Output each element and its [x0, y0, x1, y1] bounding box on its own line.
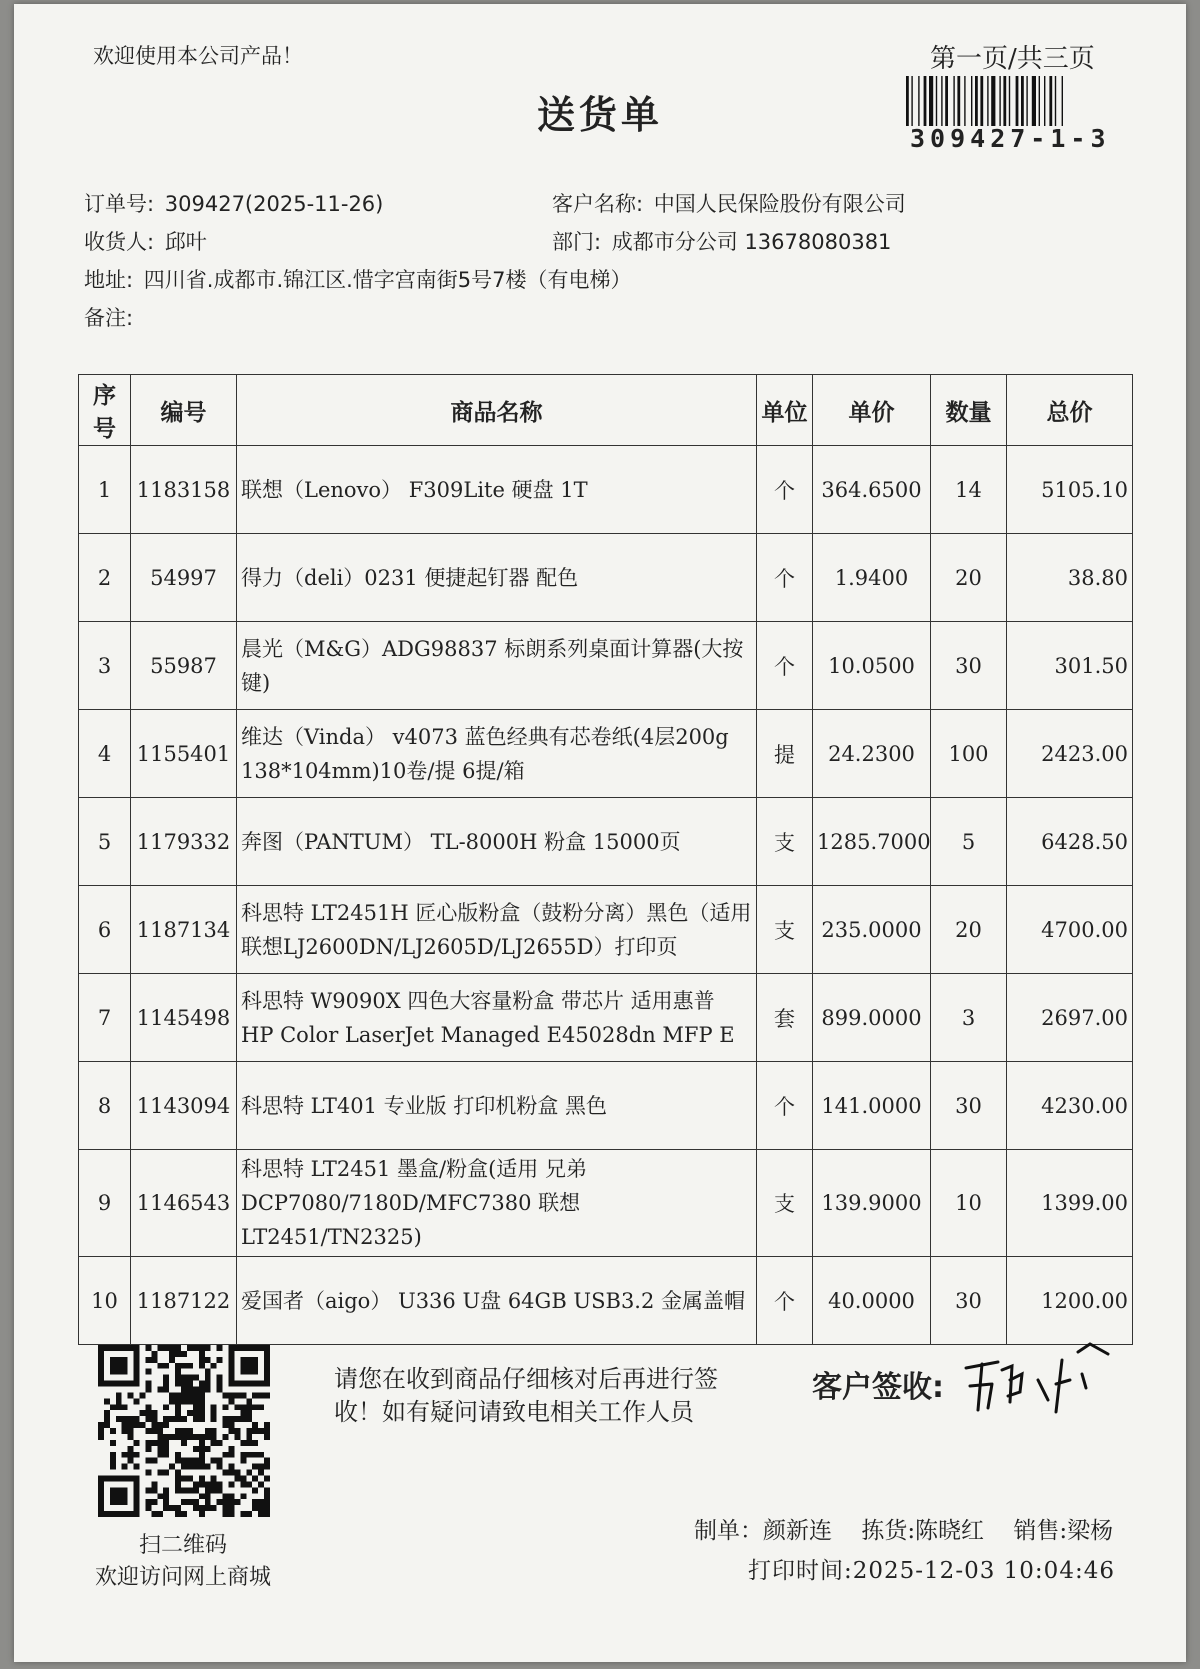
cell-seq: 1	[79, 446, 131, 534]
cell-price: 141.0000	[813, 1062, 931, 1150]
remark	[84, 302, 137, 332]
table-row	[79, 1257, 1133, 1345]
items-table	[78, 374, 1133, 1345]
header-code: 编号	[131, 375, 237, 446]
cell-qty: 30	[931, 1062, 1007, 1150]
cell-unit: 个	[757, 1257, 813, 1345]
cell-seq: 3	[79, 622, 131, 710]
cell-unit: 个	[757, 1062, 813, 1150]
cell-price: 364.6500	[813, 446, 931, 534]
handwritten-signature-icon	[958, 1340, 1128, 1420]
address-label: 地址:	[84, 268, 134, 292]
table-row	[79, 974, 1133, 1062]
table-row	[79, 446, 1133, 534]
qr-caption-line-1: 扫二维码	[138, 1533, 227, 1558]
cell-code: 1183158	[131, 446, 237, 534]
cell-seq: 4	[79, 710, 131, 798]
page-indicator: 第一页/共三页	[930, 44, 1095, 74]
cell-name: 晨光（M&G）ADG98837 标朗系列桌面计算器(大按键)	[237, 622, 757, 710]
cell-code: 55987	[131, 622, 237, 710]
cell-price: 899.0000	[813, 974, 931, 1062]
remark-label: 备注:	[84, 306, 134, 330]
cell-code: 1187122	[131, 1257, 237, 1345]
cell-code: 1145498	[131, 974, 237, 1062]
cell-code: 1179332	[131, 798, 237, 886]
cell-seq: 8	[79, 1062, 131, 1150]
cell-qty: 100	[931, 710, 1007, 798]
table-row	[79, 534, 1133, 622]
sales: 销售:梁杨	[1013, 1518, 1114, 1544]
cell-qty: 10	[931, 1150, 1007, 1257]
cell-unit: 个	[757, 534, 813, 622]
cell-unit: 支	[757, 1150, 813, 1257]
cell-unit: 套	[757, 974, 813, 1062]
header-price: 单价	[813, 375, 931, 446]
table-row	[79, 622, 1133, 710]
header-seq: 序号	[79, 375, 131, 446]
cell-code: 54997	[131, 534, 237, 622]
cell-qty: 30	[931, 622, 1007, 710]
cell-name: 奔图（PANTUM） TL-8000H 粉盒 15000页	[237, 798, 757, 886]
address-value: 四川省.成都市.锦江区.惜字宫南街5号7楼（有电梯）	[143, 268, 632, 292]
order-value: 309427(2025-11-26)	[164, 192, 384, 216]
cell-code: 1187134	[131, 886, 237, 974]
cell-seq: 7	[79, 974, 131, 1062]
cell-seq: 5	[79, 798, 131, 886]
header-name: 商品名称	[237, 375, 757, 446]
header-qty: 数量	[931, 375, 1007, 446]
cell-name: 科思特 LT401 专业版 打印机粉盒 黑色	[237, 1062, 757, 1150]
cell-seq: 10	[79, 1257, 131, 1345]
customer-sign-label: 客户签收:	[812, 1370, 944, 1405]
picker: 拣货:陈晓红	[861, 1518, 985, 1544]
receipt-notice: 请您在收到商品仔细核对后再进行签收！如有疑问请致电相关工作人员	[334, 1365, 718, 1426]
staff-line	[694, 1512, 1135, 1545]
cell-total: 5105.10	[1007, 446, 1133, 534]
cell-name: 科思特 W9090X 四色大容量粉盒 带芯片 适用惠普 HP Color LaserJet Managed E45028dn MFP E	[237, 974, 757, 1062]
cell-total: 2423.00	[1007, 710, 1133, 798]
department-label: 部门:	[552, 230, 602, 254]
customer-label: 客户名称:	[552, 192, 644, 216]
qr-caption	[78, 1530, 288, 1594]
customer-name	[552, 188, 906, 218]
cell-code: 1143094	[131, 1062, 237, 1150]
cell-total: 2697.00	[1007, 974, 1133, 1062]
qr-caption-line-2: 欢迎访问网上商城	[94, 1565, 271, 1590]
cell-seq: 2	[79, 534, 131, 622]
order-number	[84, 188, 383, 218]
cell-qty: 14	[931, 446, 1007, 534]
print-time: 打印时间:2025-12-03 10:04:46	[748, 1558, 1115, 1584]
cell-price: 24.2300	[813, 710, 931, 798]
barcode-icon	[906, 76, 1120, 126]
cell-unit: 支	[757, 886, 813, 974]
department	[552, 226, 891, 256]
cell-price: 1285.7000	[813, 798, 931, 886]
cell-price: 1.9400	[813, 534, 931, 622]
cell-name: 维达（Vinda） v4073 蓝色经典有芯卷纸(4层200g 138*104mm)10卷/提 6提/箱	[237, 710, 757, 798]
header-total: 总价	[1007, 375, 1133, 446]
receiver-value: 邱叶	[164, 230, 207, 254]
cell-unit: 个	[757, 446, 813, 534]
cell-total: 38.80	[1007, 534, 1133, 622]
cell-total: 1399.00	[1007, 1150, 1133, 1257]
address	[84, 264, 632, 294]
cell-price: 10.0500	[813, 622, 931, 710]
document-title: 送货单	[536, 92, 663, 137]
cell-total: 4700.00	[1007, 886, 1133, 974]
cell-price: 139.9000	[813, 1150, 931, 1257]
table-row	[79, 886, 1133, 974]
order-label: 订单号:	[84, 192, 155, 216]
cell-code: 1155401	[131, 710, 237, 798]
cell-price: 235.0000	[813, 886, 931, 974]
welcome-text: 欢迎使用本公司产品！	[93, 44, 303, 68]
maker: 制单：颜新连	[694, 1518, 832, 1544]
barcode-number: 309427-1-3	[910, 124, 1111, 153]
receiver	[84, 226, 207, 256]
table-row	[79, 1150, 1133, 1257]
cell-seq: 6	[79, 886, 131, 974]
cell-price: 40.0000	[813, 1257, 931, 1345]
cell-unit: 支	[757, 798, 813, 886]
table-row	[79, 798, 1133, 886]
cell-total: 301.50	[1007, 622, 1133, 710]
cell-qty: 20	[931, 886, 1007, 974]
cell-qty: 3	[931, 974, 1007, 1062]
cell-total: 1200.00	[1007, 1257, 1133, 1345]
cell-qty: 30	[931, 1257, 1007, 1345]
cell-name: 联想（Lenovo） F309Lite 硬盘 1T	[237, 446, 757, 534]
qr-code-icon[interactable]	[98, 1345, 270, 1517]
customer-value: 中国人民保险股份有限公司	[653, 192, 906, 216]
cell-qty: 5	[931, 798, 1007, 886]
table-row	[79, 1062, 1133, 1150]
cell-name: 科思特 LT2451 墨盒/粉盒(适用 兄弟 DCP7080/7180D/MFC7380 联想LT2451/TN2325)	[237, 1150, 757, 1257]
cell-qty: 20	[931, 534, 1007, 622]
cell-seq: 9	[79, 1150, 131, 1257]
receiver-label: 收货人:	[84, 230, 155, 254]
cell-total: 4230.00	[1007, 1062, 1133, 1150]
table-header-row	[79, 375, 1133, 446]
header-unit: 单位	[757, 375, 813, 446]
cell-name: 得力（deli）0231 便捷起钉器 配色	[237, 534, 757, 622]
table-row	[79, 710, 1133, 798]
department-value: 成都市分公司 13678080381	[611, 230, 892, 254]
cell-code: 1146543	[131, 1150, 237, 1257]
cell-name: 爱国者（aigo） U336 U盘 64GB USB3.2 金属盖帽	[237, 1257, 757, 1345]
cell-name: 科思特 LT2451H 匠心版粉盒（鼓粉分离）黑色（适用联想LJ2600DN/LJ2605D/LJ2655D）打印页	[237, 886, 757, 974]
cell-unit: 个	[757, 622, 813, 710]
cell-unit: 提	[757, 710, 813, 798]
cell-total: 6428.50	[1007, 798, 1133, 886]
